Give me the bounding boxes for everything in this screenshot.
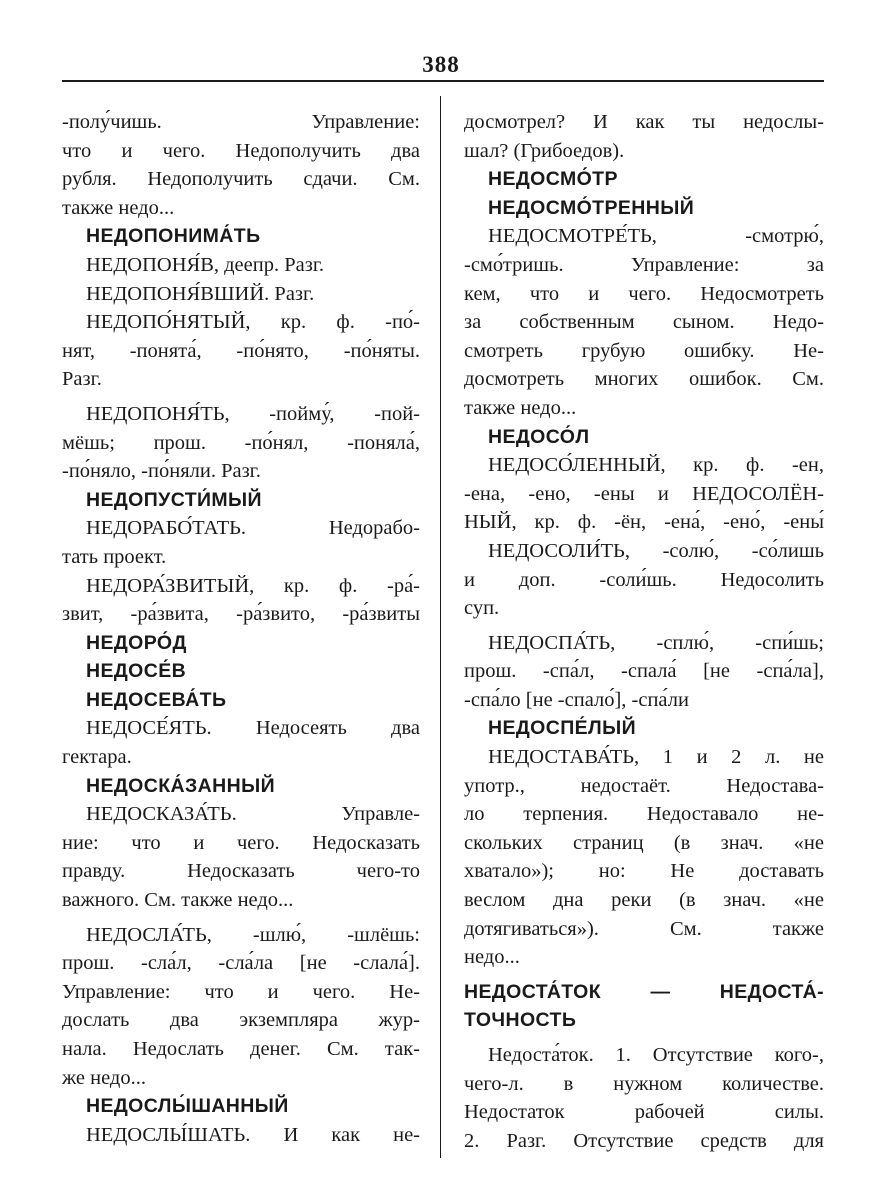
headword-line: НЕДОСЛЫ́ШАННЫЙ: [86, 1095, 289, 1118]
entry-line: же недо...: [62, 1066, 146, 1089]
entry-line: НЕДОСМОТРЕ́ТЬ, -смотрю́,: [488, 225, 824, 248]
entry-line: -спа́ло [не -спало́], -спа́ли: [464, 688, 689, 711]
entry-line: НЕДОРАБО́ТАТЬ. Недорабо-: [86, 517, 420, 540]
entry-line: НЕДОРА́ЗВИТЫЙ, кр. ф. -ра́-: [86, 574, 420, 597]
entry-line: гектара.: [62, 746, 132, 769]
entry-line: нала. Недослать денег. См. так-: [62, 1038, 420, 1060]
entry-line: важного. См. также недо...: [62, 889, 294, 912]
entry-line: правду. Недосказать чего-то: [62, 860, 420, 883]
right-column: [464, 108, 824, 1155]
entry-line: НЕДОСПА́ТЬ, -сплю́, -спи́шь;: [488, 631, 824, 654]
entry-line: также недо...: [464, 396, 577, 419]
headword-line: НЕДОПОНИМА́ТЬ: [86, 225, 261, 248]
entry-line: звит, -ра́звита, -ра́звито, -ра́звиты: [62, 603, 420, 626]
entry-line: прош. -сла́л, -сла́ла [не -слала́].: [62, 952, 420, 975]
entry-line: досмотрел? И как ты недослы-: [464, 111, 824, 133]
entry-line: -полу́чишь. Управление:: [62, 111, 420, 133]
entry-line: 2. Разг. Отсутствие средств для: [464, 1129, 824, 1152]
headword-line: НЕДОСЕ́В: [86, 660, 187, 683]
entry-line: нят, -понята́, -по́нято, -по́няты.: [62, 339, 420, 362]
entry-line: веслом дна реки (в знач. «не: [464, 889, 824, 912]
column-divider: [440, 96, 441, 1158]
entry-line: НЕДОСЛА́ТЬ, -шлю́, -шлёшь:: [86, 923, 420, 946]
entry-line: НЕДОСОЛИ́ТЬ, -солю́, -со́лишь: [488, 539, 824, 562]
entry-line: прош. -спа́л, -спала́ [не -спа́ла],: [464, 660, 824, 683]
headword-line: НЕДОСМО́ТРЕННЫЙ: [488, 196, 695, 219]
entry-line: НЕДОСТАВА́ТЬ, 1 и 2 л. не: [488, 746, 824, 769]
entry-line: ние: что и чего. Недосказать: [62, 831, 420, 854]
entry-line: НЕДОПОНЯ́ТЬ, -пойму́, -пой-: [86, 402, 420, 425]
headword-line: НЕДОПУСТИ́МЫЙ: [86, 488, 262, 511]
header-rule: [62, 80, 824, 82]
entry-line: НЕДОСКАЗА́ТЬ. Управле-: [86, 803, 420, 826]
entry-line: Недостаток рабочей силы.: [464, 1101, 824, 1124]
entry-line: употр., недостаёт. Недостава-: [464, 774, 824, 797]
entry-line: -смо́тришь. Управление: за: [464, 253, 824, 276]
entry-line: что и чего. Недополучить два: [62, 139, 420, 162]
entry-line: чего-л. в нужном количестве.: [464, 1072, 824, 1095]
entry-line: НЕДОПО́НЯТЫЙ, кр. ф. -по́-: [86, 311, 420, 334]
headword-line: НЕДОСТА́ТОК — НЕДОСТА́-: [464, 980, 824, 1003]
entry-line: рубля. Недополучить сдачи. См.: [62, 168, 420, 191]
entry-line: кем, что и чего. Недосмотреть: [464, 282, 824, 305]
entry-line: Управление: что и чего. Не-: [62, 980, 420, 1003]
entry-line: НЕДОПОНЯ́ВШИЙ. Разг.: [86, 282, 315, 305]
page-number: 388: [422, 52, 460, 77]
entry-line: досмотреть многих ошибок. См.: [464, 368, 824, 391]
left-column: [62, 108, 420, 1149]
headword-line: НЕДОСЕВА́ТЬ: [86, 688, 227, 711]
entry-line: хватало»); но: Не доставать: [464, 860, 824, 883]
entry-line: Разг.: [62, 368, 102, 391]
entry-line: ло терпения. Недоставало не-: [464, 803, 824, 826]
entry-line: суп.: [464, 597, 500, 620]
entry-line: и доп. -соли́шь. Недосолить: [464, 568, 824, 591]
entry-line: за собственным сыном. Недо-: [464, 311, 824, 334]
headword-line: ТОЧНОСТЬ: [464, 1009, 577, 1032]
entry-line: шал? (Грибоедов).: [464, 139, 625, 162]
headword-line: НЕДОСМО́ТР: [488, 168, 618, 191]
entry-line: дотягиваться»). См. также: [464, 917, 824, 940]
entry-line: НЕДОПОНЯ́В, деепр. Разг.: [86, 253, 325, 276]
entry-line: недо...: [464, 946, 520, 969]
entry-line: мёшь; прош. -по́нял, -поняла́,: [62, 431, 420, 454]
entry-line: Недоста́ток. 1. Отсутствие кого-,: [488, 1044, 824, 1066]
entry-line: НЕДОСО́ЛЕННЫЙ, кр. ф. -ен,: [488, 454, 824, 477]
headword-line: НЕДОСО́Л: [488, 425, 590, 448]
headword-line: НЕДОРО́Д: [86, 631, 187, 654]
entry-line: скольких страниц (в знач. «не: [464, 831, 824, 854]
entry-line: -ена, -ено, -ены и НЕДОСОЛЁН-: [464, 482, 824, 505]
entry-line: НЕДОСЕ́ЯТЬ. Недосеять два: [86, 717, 420, 740]
entry-line: дослать два экземпляра жур-: [62, 1009, 420, 1032]
headword-line: НЕДОСПЕ́ЛЫЙ: [488, 717, 637, 740]
entry-line: НЫЙ, кр. ф. -ён, -ена́, -ено́, -ены́: [464, 511, 824, 534]
entry-line: тать проект.: [62, 545, 167, 568]
entry-line: -по́няло, -по́няли. Разг.: [62, 460, 261, 483]
entry-line: смотреть грубую ошибку. Не-: [464, 339, 824, 362]
headword-line: НЕДОСКА́ЗАННЫЙ: [86, 774, 275, 797]
entry-line: также недо...: [62, 196, 175, 219]
entry-line: НЕДОСЛЫ́ШАТЬ. И как не-: [86, 1123, 420, 1146]
